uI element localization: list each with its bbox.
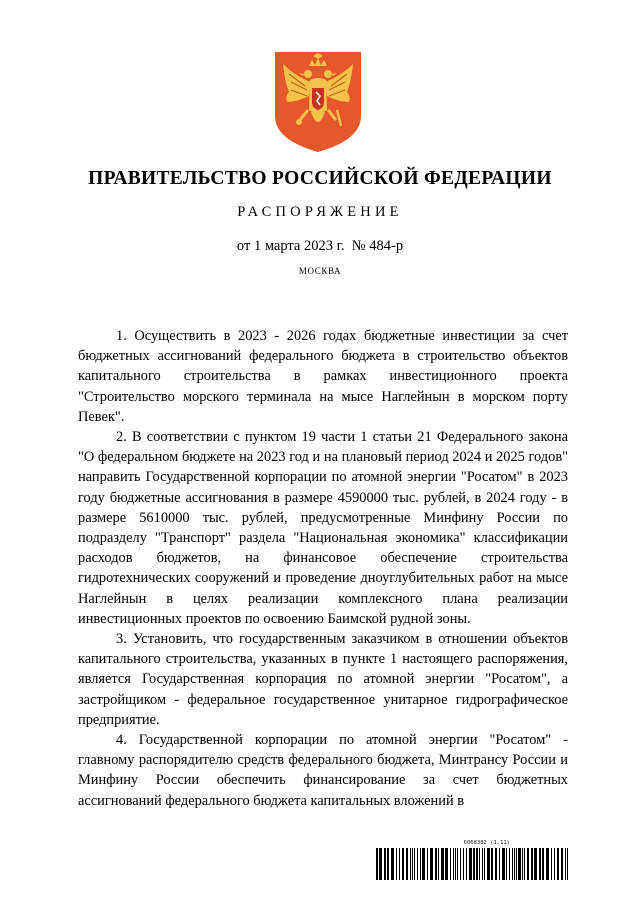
document-serial: 6068382 (1.11) — [463, 840, 510, 846]
barcode-icon — [376, 848, 570, 880]
paragraph-3: 3. Установить, что государственным заказчиком в отношении объектов капитального строительства, указанных в пункте 1 настоящего распоряжения, является Государственная корпорация по атомной энергии "Росатом", а застройщиком - федеральное государственное унитарное гидрографическое предприятие. — [78, 631, 568, 728]
document-type: РАСПОРЯЖЕНИЕ — [237, 204, 403, 220]
document-body — [78, 326, 568, 811]
document-date-number: от 1 марта 2023 г. № 484-р — [236, 238, 404, 254]
government-title: ПРАВИТЕЛЬСТВО РОССИЙСКОЙ ФЕДЕРАЦИИ — [88, 168, 552, 189]
coat-of-arms-icon — [275, 52, 361, 152]
paragraph-1: 1. Осуществить в 2023 - 2026 годах бюджетные инвестиции за счет бюджетных ассигнований федерального бюджета в строительство объектов капитального строительства в рамках инвестиционного проекта "Строительство морского терминала на мысе Наглейнын в морском порту Певек". — [78, 328, 568, 425]
document-city: МОСКВА — [298, 266, 342, 276]
paragraph-2: 2. В соответствии с пунктом 19 части 1 статьи 21 Федерального закона "О федеральном бюджете на 2023 год и на плановый период 2024 и 2025 годов" направить Государственной корпорации по атомной энергии "Росатом" в 2023 году бюджетные ассигнования в размере 4590000 тыс. рублей, в 2024 году - в размере 5610000 тыс. рублей, предусмотренные Минфину России по подразделу "Транспорт" раздела "Национальная экономика" классификации расходов бюджетов, на финансовое обеспечение строительства гидротехнических сооружений и проведение дноуглубительных работ на мысе Наглейнын в целях реализации комплексного плана реализации инвестиционных проектов по освоению Баимской рудной зоны. — [78, 429, 568, 627]
paragraph-4: 4. Государственной корпорации по атомной энергии "Росатом" - главному распорядителю средств федерального бюджета, Минтрансу России и Минфину России обеспечить финансирование за счет бюджетных ассигнований федерального бюджета капитальных вложений в — [78, 732, 568, 809]
